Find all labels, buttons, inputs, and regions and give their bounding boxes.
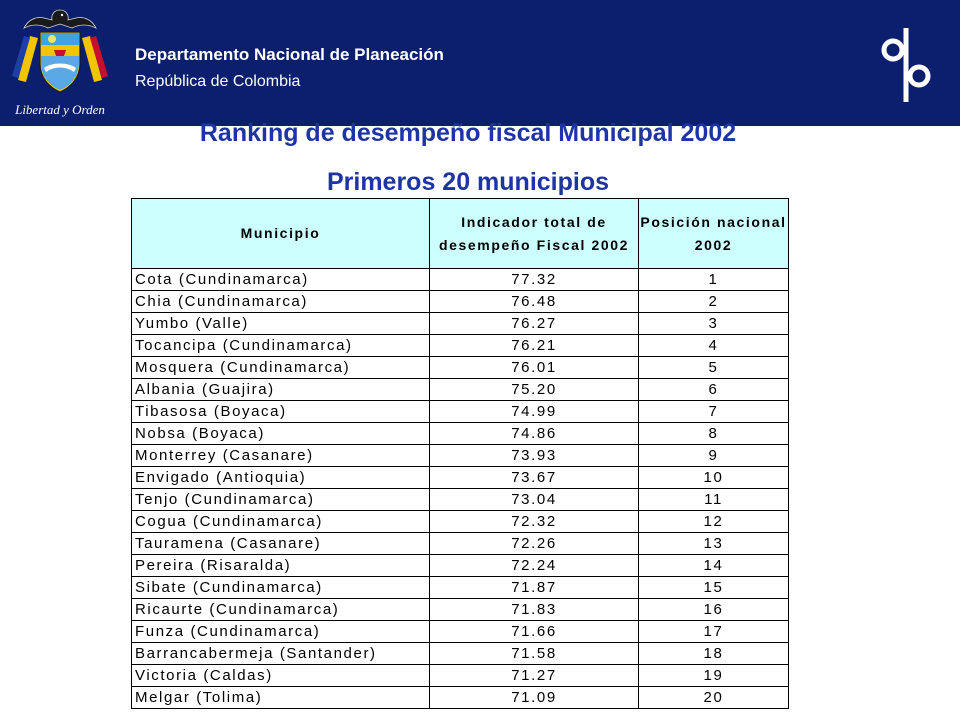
cell-indicador: 72.24 bbox=[430, 555, 639, 577]
cell-posicion: 14 bbox=[639, 555, 789, 577]
cell-posicion: 13 bbox=[639, 533, 789, 555]
cell-indicador: 75.20 bbox=[430, 379, 639, 401]
org-subtitle: República de Colombia bbox=[135, 73, 301, 90]
cell-indicador: 71.66 bbox=[430, 621, 639, 643]
table-header-row bbox=[132, 199, 789, 269]
cell-indicador: 77.32 bbox=[430, 269, 639, 291]
cell-indicador: 74.86 bbox=[430, 423, 639, 445]
table-body bbox=[132, 269, 789, 709]
cell-posicion: 16 bbox=[639, 599, 789, 621]
table-row bbox=[132, 687, 789, 709]
table-row bbox=[132, 489, 789, 511]
dnp-logo-icon bbox=[876, 26, 936, 104]
cell-municipio: Barrancabermeja (Santander) bbox=[132, 643, 430, 665]
cell-indicador: 72.32 bbox=[430, 511, 639, 533]
cell-municipio: Yumbo (Valle) bbox=[132, 313, 430, 335]
table-row bbox=[132, 335, 789, 357]
cell-posicion: 11 bbox=[639, 489, 789, 511]
cell-municipio: Tibasosa (Boyaca) bbox=[132, 401, 430, 423]
header-bar bbox=[0, 0, 960, 126]
cell-posicion: 9 bbox=[639, 445, 789, 467]
cell-posicion: 8 bbox=[639, 423, 789, 445]
cell-posicion: 4 bbox=[639, 335, 789, 357]
coat-of-arms-icon bbox=[4, 6, 116, 102]
cell-posicion: 2 bbox=[639, 291, 789, 313]
cell-posicion: 7 bbox=[639, 401, 789, 423]
cell-municipio: Chia (Cundinamarca) bbox=[132, 291, 430, 313]
table-row bbox=[132, 379, 789, 401]
cell-municipio: Funza (Cundinamarca) bbox=[132, 621, 430, 643]
logo-motto: Libertad y Orden bbox=[15, 102, 105, 117]
cell-posicion: 20 bbox=[639, 687, 789, 709]
cell-posicion: 18 bbox=[639, 643, 789, 665]
cell-municipio: Cogua (Cundinamarca) bbox=[132, 511, 430, 533]
cell-indicador: 73.04 bbox=[430, 489, 639, 511]
table-row bbox=[132, 445, 789, 467]
cell-municipio: Tocancipa (Cundinamarca) bbox=[132, 335, 430, 357]
cell-indicador: 71.09 bbox=[430, 687, 639, 709]
cell-posicion: 3 bbox=[639, 313, 789, 335]
cell-municipio: Victoria (Caldas) bbox=[132, 665, 430, 687]
cell-indicador: 73.93 bbox=[430, 445, 639, 467]
table-row bbox=[132, 555, 789, 577]
org-name: Departamento Nacional de Planeación bbox=[135, 45, 444, 64]
cell-indicador: 71.27 bbox=[430, 665, 639, 687]
cell-indicador: 72.26 bbox=[430, 533, 639, 555]
cell-municipio: Tauramena (Casanare) bbox=[132, 533, 430, 555]
cell-posicion: 12 bbox=[639, 511, 789, 533]
cell-municipio: Nobsa (Boyaca) bbox=[132, 423, 430, 445]
table-row bbox=[132, 511, 789, 533]
header-indicador: Indicador total de desempeño Fiscal 2002 bbox=[430, 199, 639, 269]
header-municipio: Municipio bbox=[132, 199, 430, 269]
cell-indicador: 76.01 bbox=[430, 357, 639, 379]
cell-posicion: 6 bbox=[639, 379, 789, 401]
cell-posicion: 17 bbox=[639, 621, 789, 643]
table-row bbox=[132, 313, 789, 335]
cell-indicador: 71.87 bbox=[430, 577, 639, 599]
table-row bbox=[132, 423, 789, 445]
cell-municipio: Albania (Guajira) bbox=[132, 379, 430, 401]
table-row bbox=[132, 269, 789, 291]
cell-municipio: Pereira (Risaralda) bbox=[132, 555, 430, 577]
cell-municipio: Monterrey (Casanare) bbox=[132, 445, 430, 467]
coat-of-arms-logo bbox=[4, 6, 116, 124]
cell-municipio: Ricaurte (Cundinamarca) bbox=[132, 599, 430, 621]
cell-municipio: Cota (Cundinamarca) bbox=[132, 269, 430, 291]
cell-posicion: 10 bbox=[639, 467, 789, 489]
cell-indicador: 76.21 bbox=[430, 335, 639, 357]
slide-subtitle: Primeros 20 municipios bbox=[326, 168, 610, 196]
cell-posicion: 5 bbox=[639, 357, 789, 379]
cell-indicador: 76.48 bbox=[430, 291, 639, 313]
cell-posicion: 15 bbox=[639, 577, 789, 599]
ranking-table bbox=[131, 198, 789, 709]
table-row bbox=[132, 467, 789, 489]
cell-indicador: 76.27 bbox=[430, 313, 639, 335]
cell-indicador: 71.58 bbox=[430, 643, 639, 665]
cell-indicador: 71.83 bbox=[430, 599, 639, 621]
cell-municipio: Melgar (Tolima) bbox=[132, 687, 430, 709]
cell-municipio: Sibate (Cundinamarca) bbox=[132, 577, 430, 599]
cell-municipio: Tenjo (Cundinamarca) bbox=[132, 489, 430, 511]
table-row bbox=[132, 665, 789, 687]
table-row bbox=[132, 577, 789, 599]
table-row bbox=[132, 621, 789, 643]
table-row bbox=[132, 643, 789, 665]
cell-indicador: 73.67 bbox=[430, 467, 639, 489]
cell-municipio: Envigado (Antioquia) bbox=[132, 467, 430, 489]
table-row bbox=[132, 401, 789, 423]
cell-posicion: 1 bbox=[639, 269, 789, 291]
table-row bbox=[132, 599, 789, 621]
cell-posicion: 19 bbox=[639, 665, 789, 687]
table-row bbox=[132, 357, 789, 379]
table-row bbox=[132, 533, 789, 555]
table-row bbox=[132, 291, 789, 313]
cell-municipio: Mosquera (Cundinamarca) bbox=[132, 357, 430, 379]
slide-title: Ranking de desempeño fiscal Municipal 2002 bbox=[199, 119, 737, 147]
cell-indicador: 74.99 bbox=[430, 401, 639, 423]
header-posicion: Posición nacional 2002 bbox=[639, 199, 789, 269]
